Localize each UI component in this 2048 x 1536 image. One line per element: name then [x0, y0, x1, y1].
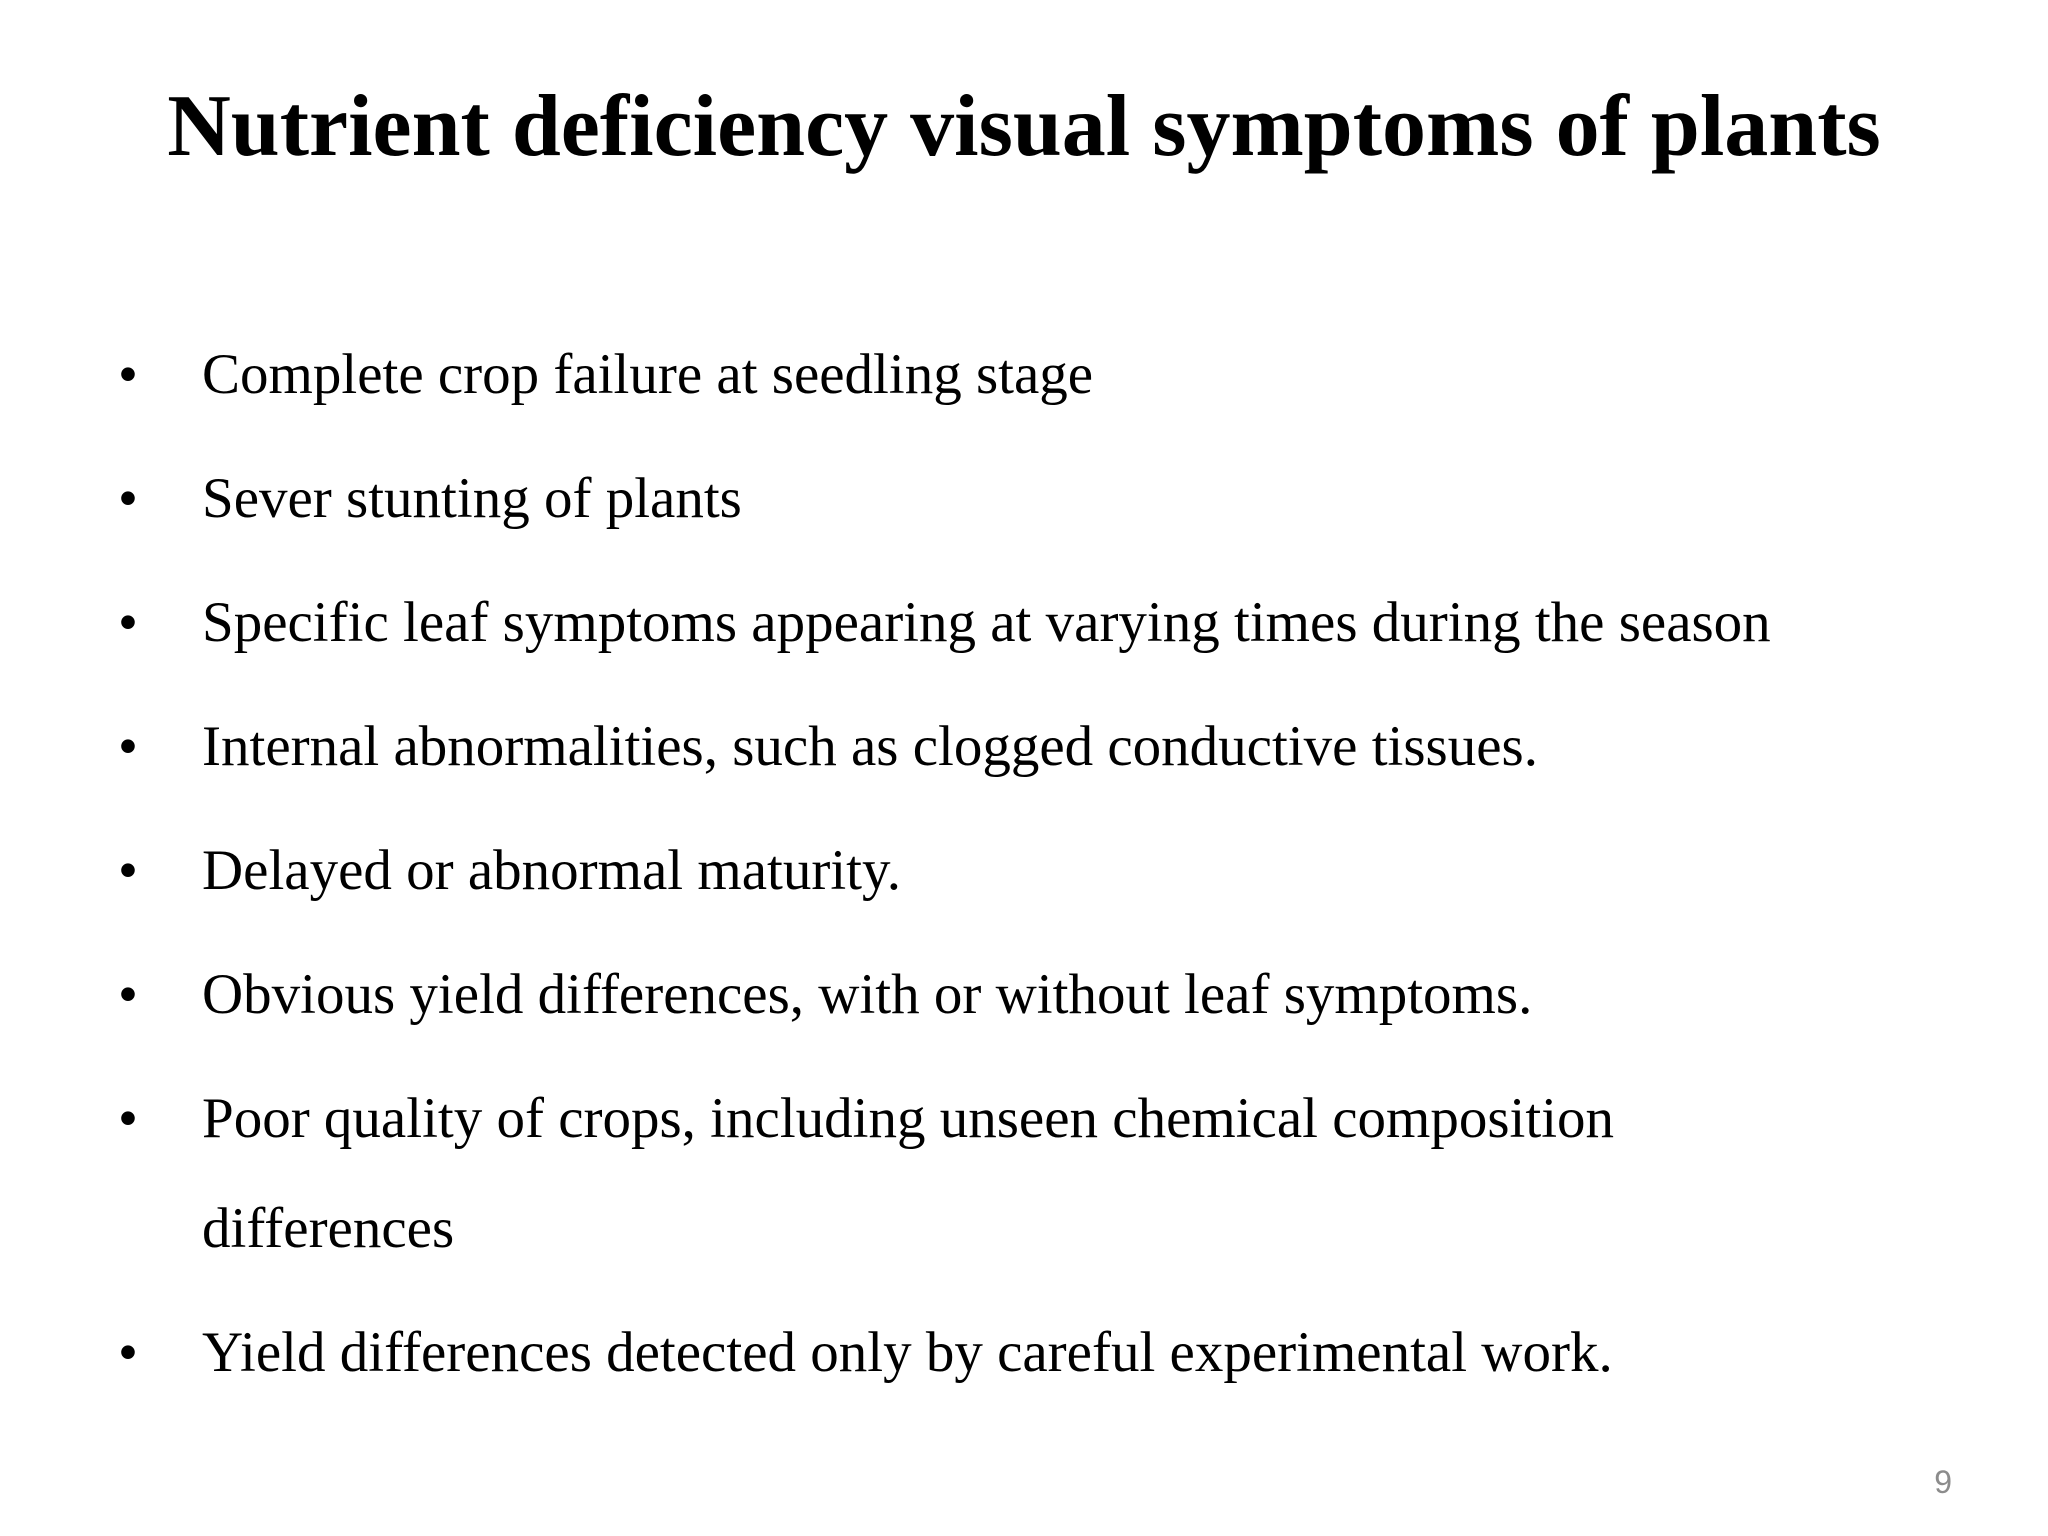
list-item	[118, 320, 1918, 430]
bullet-list	[118, 320, 1918, 1422]
bullet-icon: •	[118, 963, 138, 1026]
list-item	[118, 1064, 1918, 1284]
bullet-text: Poor quality of crops, including unseen chemical composition differences	[202, 1087, 1615, 1260]
bullet-text: Sever stunting of plants	[202, 467, 742, 530]
list-item	[118, 444, 1918, 554]
bullet-text: Specific leaf symptoms appearing at varying times during the season	[202, 591, 1771, 654]
bullet-icon: •	[118, 1321, 138, 1384]
list-item	[118, 816, 1918, 926]
list-item	[118, 1298, 1918, 1408]
bullet-icon: •	[118, 591, 138, 654]
bullet-icon: •	[118, 343, 138, 406]
slide-title: Nutrient deficiency visual symptoms of plants	[167, 78, 1881, 175]
bullet-text: Yield differences detected only by careful experimental work.	[202, 1321, 1613, 1384]
bullet-text: Obvious yield differences, with or without leaf symptoms.	[202, 963, 1533, 1026]
list-item	[118, 940, 1918, 1050]
bullet-icon: •	[118, 1087, 138, 1150]
bullet-icon: •	[118, 715, 138, 778]
list-item	[118, 568, 1918, 678]
bullet-icon: •	[118, 839, 138, 902]
bullet-text: Internal abnormalities, such as clogged conductive tissues.	[202, 715, 1538, 778]
list-item	[118, 692, 1918, 802]
bullet-text: Delayed or abnormal maturity.	[202, 839, 902, 902]
page-number: 9	[1934, 1464, 1952, 1500]
bullet-icon: •	[118, 467, 138, 530]
bullet-text: Complete crop failure at seedling stage	[202, 343, 1094, 406]
